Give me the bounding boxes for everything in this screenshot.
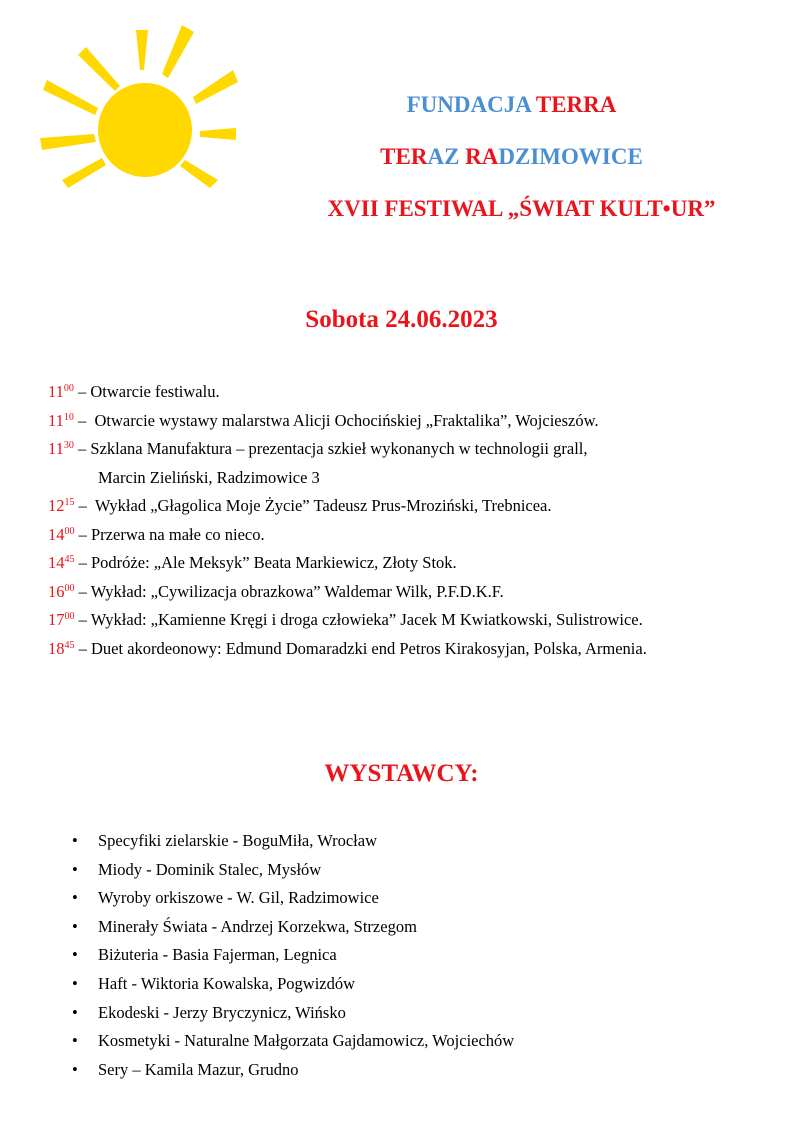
exhibitor-text: Minerały Świata - Andrzej Korzekwa, Strzegom [98,916,417,936]
schedule-item-continuation: Marcin Zieliński, Radzimowice 3 [98,467,320,487]
schedule-time-hour: 11 [48,410,64,430]
schedule-time-hour: 17 [48,610,65,629]
bullet-icon: • [72,945,78,965]
schedule-time [48,496,75,515]
foundation-title-part2: TERRA [535,92,617,117]
schedule-item [48,378,647,407]
exhibitor-item [72,884,514,913]
schedule-time-hour: 11 [48,439,64,458]
schedule-time [48,411,74,430]
schedule-item [48,635,647,664]
event-date: Sobota 24.06.2023 [305,306,498,333]
schedule-time [48,382,74,401]
schedule-description: – Wykład „Głagolica Moje Życie” Tadeusz Prus-Mroziński, Trebnicea. [74,496,552,515]
schedule-list [48,378,647,663]
schedule-description: – Duet akordeonowy: Edmund Domaradzki end Petros Kirakosyjan, Polska, Armenia. [74,638,647,658]
bullet-icon: • [72,973,78,993]
schedule-time-minutes: 00 [63,383,74,394]
schedule-item [48,606,647,635]
schedule-item [48,464,647,493]
location-title-part4: DZIMOWICE [498,144,643,169]
schedule-description: – Otwarcie festiwalu. [73,382,220,401]
schedule-description: – Otwarcie wystawy malarstwa Alicji Ochocińskiej „Fraktalika”, Wojcieszów. [73,410,599,430]
schedule-item [48,578,647,607]
exhibitor-text: Biżuteria - Basia Fajerman, Legnica [98,945,337,965]
exhibitor-text: Wyroby orkiszowe - W. Gil, Radzimowice [98,888,379,908]
schedule-item [48,407,647,436]
foundation-title-part1: FUNDACJA [406,92,536,117]
exhibitor-text: Kosmetyki - Naturalne Małgorzata Gajdamowicz, Wojciechów [98,1031,515,1051]
exhibitor-item [72,856,514,885]
exhibitor-text: Haft - Wiktoria Kowalska, Pogwizdów [98,973,356,993]
bullet-icon: • [72,1002,78,1022]
exhibitor-item [72,913,514,942]
exhibitor-text: Ekodeski - Jerzy Bryczynicz, Wińsko [98,1002,346,1022]
schedule-item [48,521,647,550]
exhibitor-item [72,827,514,856]
schedule-time-hour: 18 [48,638,65,658]
schedule-description: – Podróże: „Ale Meksyk” Beata Markiewicz, Złoty Stok. [74,553,457,572]
location-title-part3: RA [465,144,499,169]
exhibitors-list [72,827,514,1084]
schedule-time [48,553,75,572]
schedule-time-minutes: 00 [64,525,75,537]
foundation-title [110,92,803,118]
schedule-time-hour: 16 [48,581,65,601]
schedule-time [48,582,75,601]
exhibitor-text: Miody - Dominik Stalec, Mysłów [98,859,322,879]
schedule-item [48,492,647,521]
schedule-time-minutes: 45 [64,639,75,651]
exhibitor-item [72,1027,514,1056]
schedule-time-minutes: 00 [64,582,75,594]
exhibitor-item [72,970,514,999]
bullet-icon: • [72,1031,78,1051]
bullet-icon: • [72,888,78,908]
schedule-time [48,525,75,544]
schedule-time-hour: 14 [48,553,65,572]
schedule-time-hour: 12 [48,496,65,515]
schedule-time [48,639,75,658]
festival-title: XVII FESTIWAL „ŚWIAT KULT•UR” [327,196,716,221]
schedule-time-minutes: 10 [63,411,74,423]
bullet-icon: • [72,1059,78,1079]
schedule-time [48,439,74,458]
schedule-item [48,435,647,464]
location-title-part2: AZ [427,144,466,169]
schedule-description: – Wykład: „Cywilizacja obrazkowa” Waldemar Wilk, P.F.D.K.F. [74,581,504,601]
schedule-time [48,610,75,629]
schedule-description: – Szklana Manufaktura – prezentacja szkieł wykonanych w technologii grall, [73,439,588,458]
schedule-time-minutes: 30 [63,440,74,451]
exhibitor-item [72,1056,514,1085]
bullet-icon: • [72,859,78,879]
schedule-time-minutes: 00 [64,611,75,622]
schedule-description: – Wykład: „Kamienne Kręgi i droga człowieka” Jacek M Kwiatkowski, Sulistrowice. [74,610,643,629]
schedule-time-minutes: 15 [64,497,75,508]
exhibitor-item [72,941,514,970]
schedule-item [48,549,647,578]
location-title-part1: TER [380,144,428,169]
schedule-time-minutes: 45 [64,554,75,565]
exhibitor-text: Specyfiki zielarskie - BoguMiła, Wrocław [98,831,377,850]
exhibitors-title: WYSTAWCY: [324,760,479,787]
bullet-icon: • [72,831,78,850]
schedule-description: – Przerwa na małe co nieco. [74,524,265,544]
schedule-time-hour: 11 [48,382,64,401]
exhibitor-text: Sery – Kamila Mazur, Grudno [98,1059,299,1079]
location-title [110,144,803,170]
exhibitor-item [72,999,514,1028]
bullet-icon: • [72,916,78,936]
schedule-time-hour: 14 [48,524,65,544]
